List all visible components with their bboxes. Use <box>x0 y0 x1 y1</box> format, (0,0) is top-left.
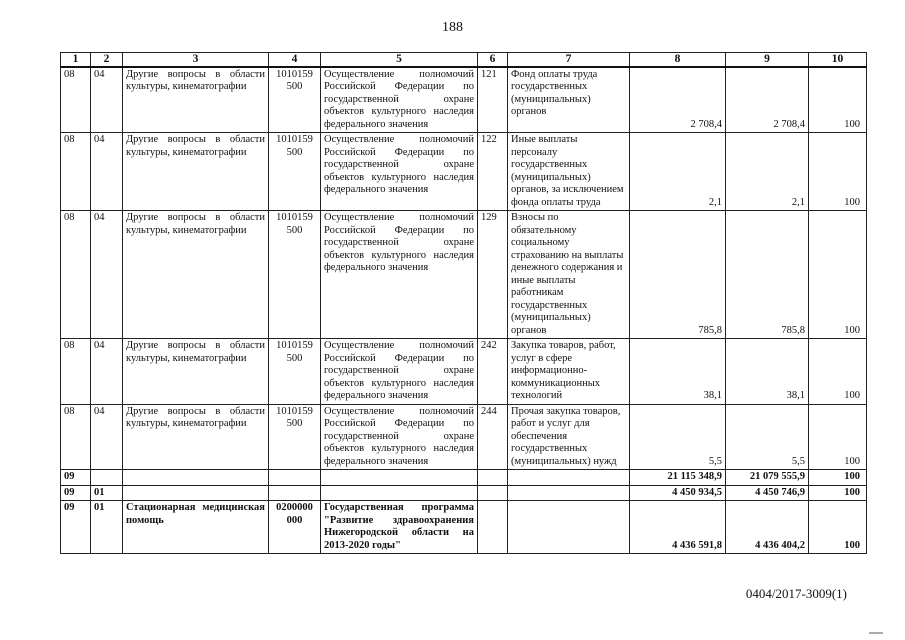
table-row-section-total <box>61 470 867 486</box>
target-article-name: Осуществление полномочий Российской Федерации по государственной охране объектов культурного наследия федерального значения <box>321 133 478 211</box>
section-code: 08 <box>61 67 91 133</box>
target-article-code: 1010159 500 <box>269 211 321 339</box>
target-article-name: Осуществление полномочий Российской Федерации по государственной охране объектов культурного наследия федерального значения <box>321 339 478 405</box>
target-article-code <box>269 485 321 501</box>
target-article-name: Государственная программа "Развитие здравоохранения Нижегородской области на 2013-2020 годы" <box>321 501 478 554</box>
expense-type-code: 244 <box>478 404 508 470</box>
expense-type-code: 122 <box>478 133 508 211</box>
expense-type-code: 121 <box>478 67 508 133</box>
target-article-name <box>321 485 478 501</box>
target-article-name: Осуществление полномочий Российской Федерации по государственной охране объектов культурного наследия федерального значения <box>321 67 478 133</box>
table-row <box>61 404 867 470</box>
subsection-code: 04 <box>91 404 123 470</box>
section-name: Другие вопросы в области культуры, кинематографии <box>123 404 269 470</box>
execution-percent: 100 <box>809 211 867 339</box>
column-header: 8 <box>630 53 726 67</box>
execution-percent: 100 <box>809 339 867 405</box>
expense-type-code: 129 <box>478 211 508 339</box>
expense-type-name: Иные выплаты персоналу государственных (муниципальных) органов, за исключением фонда оплаты труда <box>508 133 630 211</box>
column-header: 4 <box>269 53 321 67</box>
column-header: 5 <box>321 53 478 67</box>
execution-percent: 100 <box>809 67 867 133</box>
expense-type-name: Прочая закупка товаров, работ и услуг для обеспечения государственных (муниципальных) нужд <box>508 404 630 470</box>
planned-amount: 4 450 934,5 <box>630 485 726 501</box>
expense-type-code <box>478 501 508 554</box>
subsection-code: 01 <box>91 501 123 554</box>
target-article-code: 1010159 500 <box>269 133 321 211</box>
budget-table <box>60 52 867 554</box>
column-header: 7 <box>508 53 630 67</box>
subsection-code: 04 <box>91 133 123 211</box>
execution-percent: 100 <box>809 404 867 470</box>
subsection-code: 01 <box>91 485 123 501</box>
table-row <box>61 67 867 133</box>
section-code: 08 <box>61 211 91 339</box>
table-row <box>61 133 867 211</box>
target-article-code: 0200000 000 <box>269 501 321 554</box>
subsection-code: 04 <box>91 339 123 405</box>
page-number: 188 <box>442 20 463 35</box>
expense-type-code <box>478 470 508 486</box>
planned-amount: 5,5 <box>630 404 726 470</box>
executed-amount: 2 708,4 <box>726 67 809 133</box>
column-header: 1 <box>61 53 91 67</box>
table-row-subsection-total <box>61 485 867 501</box>
section-code: 08 <box>61 404 91 470</box>
column-header: 2 <box>91 53 123 67</box>
section-name: Другие вопросы в области культуры, кинематографии <box>123 211 269 339</box>
section-name: Другие вопросы в области культуры, кинематографии <box>123 67 269 133</box>
expense-type-code <box>478 485 508 501</box>
executed-amount: 21 079 555,9 <box>726 470 809 486</box>
section-code: 09 <box>61 470 91 486</box>
expense-type-name <box>508 485 630 501</box>
target-article-name <box>321 470 478 486</box>
executed-amount: 785,8 <box>726 211 809 339</box>
column-header: 3 <box>123 53 269 67</box>
section-code: 08 <box>61 339 91 405</box>
expense-type-code: 242 <box>478 339 508 405</box>
column-header: 9 <box>726 53 809 67</box>
planned-amount: 2 708,4 <box>630 67 726 133</box>
section-code: 09 <box>61 501 91 554</box>
section-name <box>123 485 269 501</box>
target-article-code: 1010159 500 <box>269 404 321 470</box>
executed-amount: 4 450 746,9 <box>726 485 809 501</box>
executed-amount: 4 436 404,2 <box>726 501 809 554</box>
planned-amount: 2,1 <box>630 133 726 211</box>
expense-type-name: Закупка товаров, работ, услуг в сфере информационно-коммуникационных технологий <box>508 339 630 405</box>
section-name: Другие вопросы в области культуры, кинематографии <box>123 339 269 405</box>
table-row <box>61 211 867 339</box>
subsection-code: 04 <box>91 67 123 133</box>
table-row-program <box>61 501 867 554</box>
section-code: 09 <box>61 485 91 501</box>
table-row <box>61 339 867 405</box>
execution-percent: 100 <box>809 133 867 211</box>
executed-amount: 2,1 <box>726 133 809 211</box>
target-article-code: 1010159 500 <box>269 339 321 405</box>
document-code: 0404/2017-3009(1) <box>745 586 847 601</box>
target-article-name: Осуществление полномочий Российской Федерации по государственной охране объектов культурного наследия федерального значения <box>321 404 478 470</box>
executed-amount: 5,5 <box>726 404 809 470</box>
execution-percent: 100 <box>809 501 867 554</box>
column-header: 10 <box>809 53 867 67</box>
planned-amount: 38,1 <box>630 339 726 405</box>
section-name <box>123 470 269 486</box>
target-article-code <box>269 470 321 486</box>
planned-amount: 785,8 <box>630 211 726 339</box>
expense-type-name: Взносы по обязательному социальному страхованию на выплаты денежного содержания и иные выплаты работникам государственных (муниципальных) органов <box>508 211 630 339</box>
table-header-row <box>61 53 867 67</box>
execution-percent: 100 <box>809 485 867 501</box>
section-name: Другие вопросы в области культуры, кинематографии <box>123 133 269 211</box>
executed-amount: 38,1 <box>726 339 809 405</box>
expense-type-name <box>508 470 630 486</box>
planned-amount: 21 115 348,9 <box>630 470 726 486</box>
subsection-code <box>91 470 123 486</box>
expense-type-name <box>508 501 630 554</box>
scan-mark <box>869 632 883 634</box>
planned-amount: 4 436 591,8 <box>630 501 726 554</box>
target-article-code: 1010159 500 <box>269 67 321 133</box>
section-code: 08 <box>61 133 91 211</box>
column-header: 6 <box>478 53 508 67</box>
execution-percent: 100 <box>809 470 867 486</box>
target-article-name: Осуществление полномочий Российской Федерации по государственной охране объектов культурного наследия федерального значения <box>321 211 478 339</box>
subsection-code: 04 <box>91 211 123 339</box>
section-name: Стационарная медицинская помощь <box>123 501 269 554</box>
expense-type-name: Фонд оплаты труда государственных (муниципальных) органов <box>508 67 630 133</box>
